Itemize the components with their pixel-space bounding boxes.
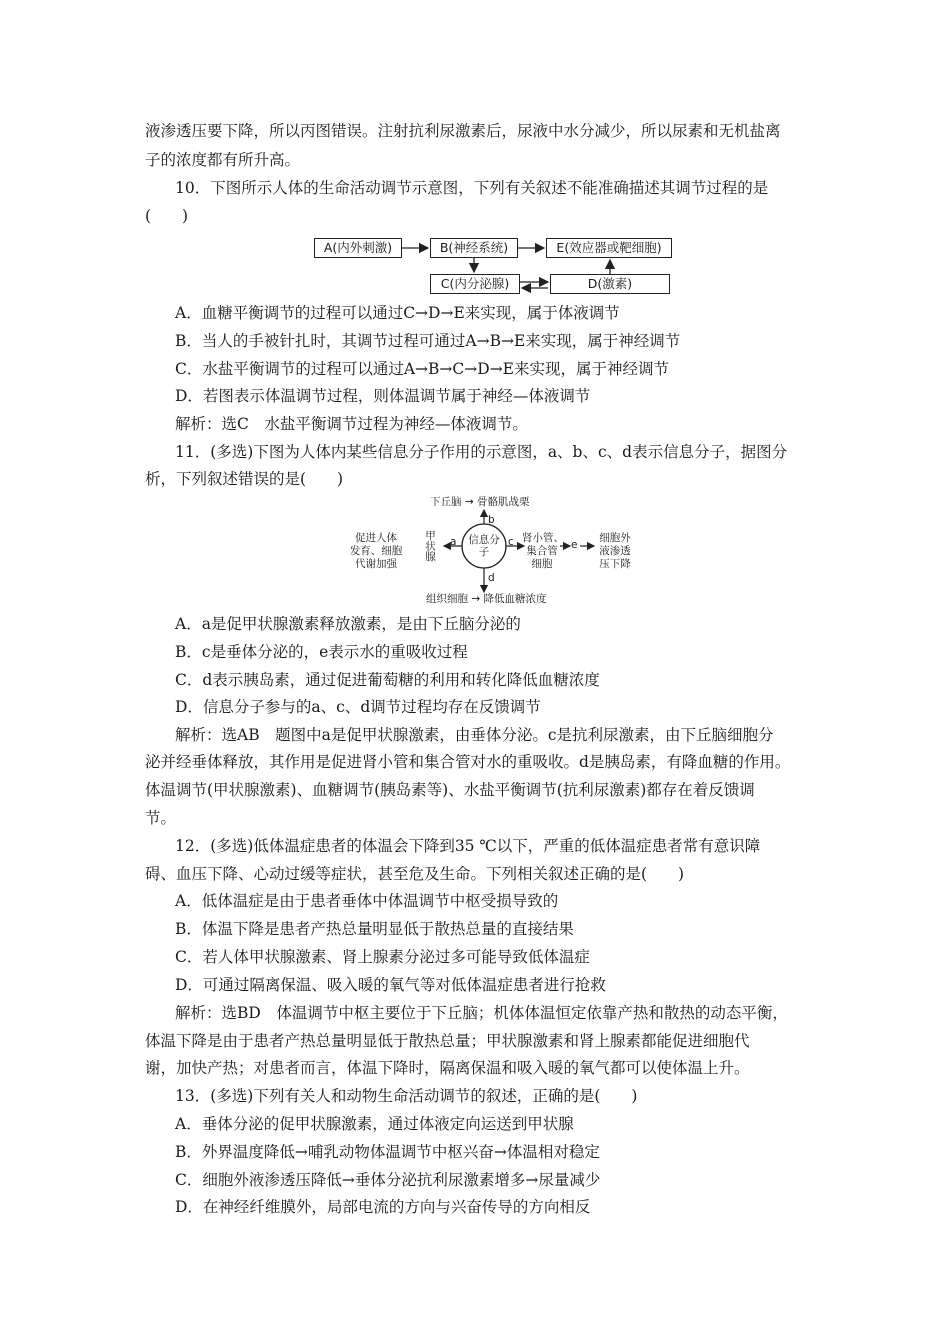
option: B．外界温度降低→哺乳动物体温调节中枢兴奋→体温相对稳定 xyxy=(175,1143,600,1161)
node-c-endocrine-gland: C(内分泌腺) xyxy=(430,274,520,294)
text-line: 子的浓度都有所升高。 xyxy=(145,151,301,169)
option: B．体温下降是患者产热总量明显低于散热总量的直接结果 xyxy=(175,920,574,938)
option: A．低体温症是由于患者垂体中体温调节中枢受损导致的 xyxy=(175,892,559,910)
option: B．c是垂体分泌的，e表示水的重吸收过程 xyxy=(175,643,468,661)
option: C．细胞外液渗透压降低→垂体分泌抗利尿激素增多→尿量减少 xyxy=(175,1171,601,1189)
node-b-nervous-system: B(神经系统) xyxy=(430,238,518,258)
node-d-hormone: D(激素) xyxy=(550,274,670,294)
option: A．a是促甲状腺激素释放激素，是由下丘脑分泌的 xyxy=(175,615,521,633)
signal-molecule-center: 信息分子 xyxy=(468,534,500,558)
analysis: 体温调节(甲状腺激素)、血糖调节(胰岛素等)、水盐平衡调节(抗利尿激素)都存在着反馈调 xyxy=(145,781,755,799)
right-effect-line: 液渗透 xyxy=(599,545,631,557)
option: D．可通过隔离保温、吸入暖的氧气等对低体温症患者进行抢救 xyxy=(175,976,606,994)
text-line: 液渗透压要下降，所以丙图错误。注射抗利尿激素后，尿液中水分减少，所以尿素和无机盐离 xyxy=(145,122,781,140)
kidney-target-line: 细胞 xyxy=(531,558,553,570)
right-effect-line: 细胞外 xyxy=(599,532,631,544)
option: C．水盐平衡调节的过程可以通过A→B→C→D→E来实现，属于神经调节 xyxy=(175,360,669,378)
label-c: c xyxy=(508,536,514,548)
option: D．在神经纤维膜外，局部电流的方向与兴奋传导的方向相反 xyxy=(175,1198,591,1216)
option: B．当人的手被针扎时，其调节过程可通过A→B→E来实现，属于神经调节 xyxy=(175,332,681,350)
option: D．信息分子参与的a、c、d调节过程均存在反馈调节 xyxy=(175,698,541,716)
question-11-stem: 11．(多选)下图为人体内某些信息分子作用的示意图，a、b、c、d表示信息分子，据图分 xyxy=(175,443,788,461)
answer-blank: ( ) xyxy=(145,207,189,225)
top-pathway: 下丘脑 → 骨骼肌战栗 xyxy=(430,496,530,508)
right-effect-line: 压下降 xyxy=(599,558,631,570)
thyroid-label: 甲状腺 xyxy=(424,530,436,562)
bottom-pathway: 组织细胞 → 降低血糖浓度 xyxy=(426,593,547,605)
analysis: 解析：选C 水盐平衡调节过程为神经—体液调节。 xyxy=(175,415,528,433)
option: A．血糖平衡调节的过程可以通过C→D→E来实现，属于体液调节 xyxy=(175,304,620,322)
analysis: 泌并经垂体释放，其作用是促进肾小管和集合管对水的重吸收。d是胰岛素，有降血糖的作用。 xyxy=(145,753,791,771)
label-a: a xyxy=(450,536,457,548)
option: A．垂体分泌的促甲状腺激素，通过体液定向运送到甲状腺 xyxy=(175,1115,574,1133)
analysis: 解析：选BD 体温调节中枢主要位于下丘脑；机体体温恒定依靠产热和散热的动态平衡， xyxy=(175,1004,788,1022)
node-a-stimulus: A(内外刺激) xyxy=(314,238,402,258)
analysis: 节。 xyxy=(145,809,177,827)
kidney-target-line: 肾小管、 xyxy=(522,532,564,544)
question-13-stem: 13．(多选)下列有关人和动物生命活动调节的叙述，正确的是( ) xyxy=(175,1087,638,1105)
question-12-stem: 12．(多选)低体温症患者的体温会下降到35 ℃以下，严重的低体温症患者常有意识障 xyxy=(175,837,761,855)
left-effect-line: 促进人体 xyxy=(355,532,397,544)
left-effect-line: 代谢加强 xyxy=(355,558,397,570)
left-effect-line: 发育、细胞 xyxy=(349,545,403,557)
question-11-stem: 析，下列叙述错误的是( ) xyxy=(145,470,344,488)
question-12-stem: 碍、血压下降、心动过缓等症状，甚至危及生命。下列相关叙述正确的是( ) xyxy=(145,865,685,883)
analysis: 解析：选AB 题图中a是促甲状腺激素，由垂体分泌。c是抗利尿激素，由下丘脑细胞分 xyxy=(175,726,774,744)
label-d: d xyxy=(488,572,495,584)
label-e: e xyxy=(571,539,578,551)
option: D．若图表示体温调节过程，则体温调节属于神经—体液调节 xyxy=(175,387,591,405)
label-b: b xyxy=(488,514,495,526)
option: C．若人体甲状腺激素、肾上腺素分泌过多可能导致低体温症 xyxy=(175,948,590,966)
analysis: 谢，加快产热；对患者而言，体温下降时，隔离保温和吸入暖的氧气都可以使体温上升。 xyxy=(145,1059,750,1077)
kidney-target-line: 集合管 xyxy=(526,545,558,557)
node-e-effector: E(效应器或靶细胞) xyxy=(546,238,672,258)
analysis: 体温下降是由于患者产热总量明显低于散热总量；甲状腺激素和肾上腺素都能促进细胞代 xyxy=(145,1032,750,1050)
option: C．d表示胰岛素，通过促进葡萄糖的利用和转化降低血糖浓度 xyxy=(175,671,600,689)
question-10-stem: 10．下图所示人体的生命活动调节示意图，下列有关叙述不能准确描述其调节过程的是 xyxy=(175,179,769,197)
